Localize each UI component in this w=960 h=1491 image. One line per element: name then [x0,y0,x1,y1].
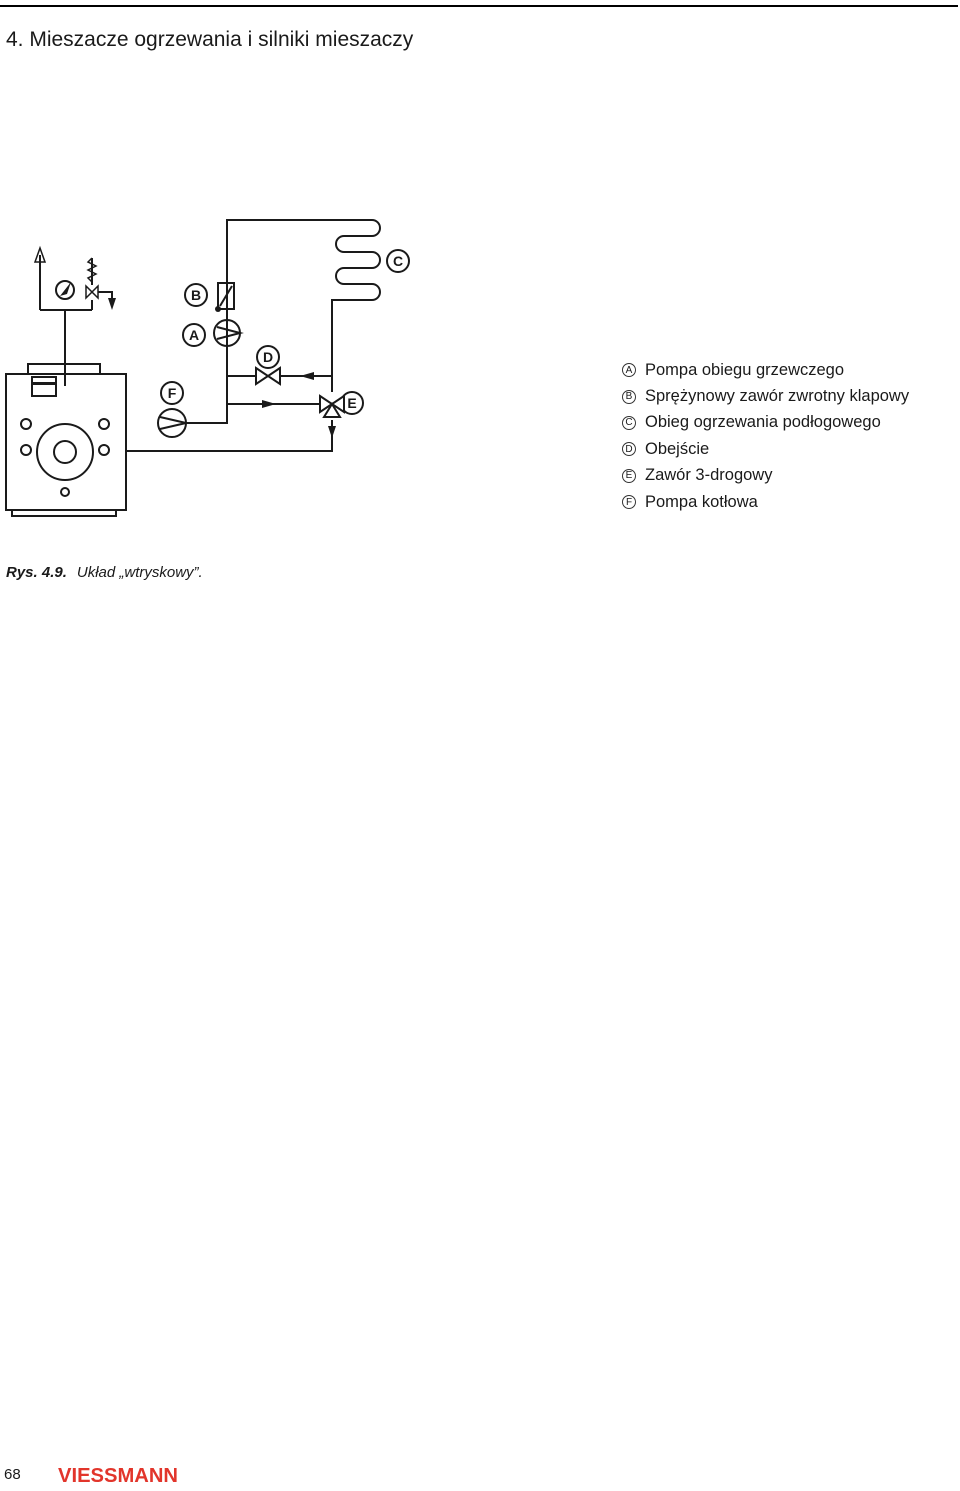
figure-caption-text: Układ „wtryskowy”. [76,564,203,581]
legend-letter: A [622,363,636,377]
legend-letter: F [622,495,636,509]
brand-wordmark: VIESSMANN [58,1465,178,1487]
legend-text: Sprężynowy zawór zwrotny klapowy [645,387,910,406]
callout-f: F [167,385,177,401]
legend-text: Pompa obiegu grzewczego [645,360,845,379]
legend-item [622,436,909,462]
flow-pipe [186,390,227,423]
viessmann-logo [58,1462,182,1490]
legend-text: Pompa kotłowa [645,492,758,511]
legend-item [622,383,909,409]
figure-number: Rys. 4.9. [6,564,67,581]
callout-a: A [188,327,200,343]
legend-text: Zawór 3-drogowy [645,466,773,485]
heating-schematic [0,210,420,530]
callout-b: B [190,287,202,303]
figure-caption [6,564,203,581]
legend-text: Obejście [645,439,710,458]
page-title: 4. Mieszacze ogrzewania i silniki mieszaczy [6,28,414,51]
top-rule [0,5,958,7]
legend-item [622,463,909,489]
legend-letter: B [622,390,636,404]
callout-e: E [347,395,357,411]
page-number: 68 [4,1466,21,1483]
legend [622,357,909,515]
legend-text: Obieg ogrzewania podłogowego [645,413,881,432]
legend-item [622,410,909,436]
bypass-valve-symbol [256,368,280,384]
legend-letter: D [622,442,636,456]
legend-letter: E [622,469,636,483]
legend-item [622,489,909,515]
callout-c: C [392,253,404,269]
return-pipe [126,420,332,451]
callout-d: D [262,349,274,365]
legend-letter: C [622,416,636,430]
legend-item [622,357,909,383]
three-way-valve-symbol [320,396,344,417]
floor-heating-circuit [227,220,380,392]
